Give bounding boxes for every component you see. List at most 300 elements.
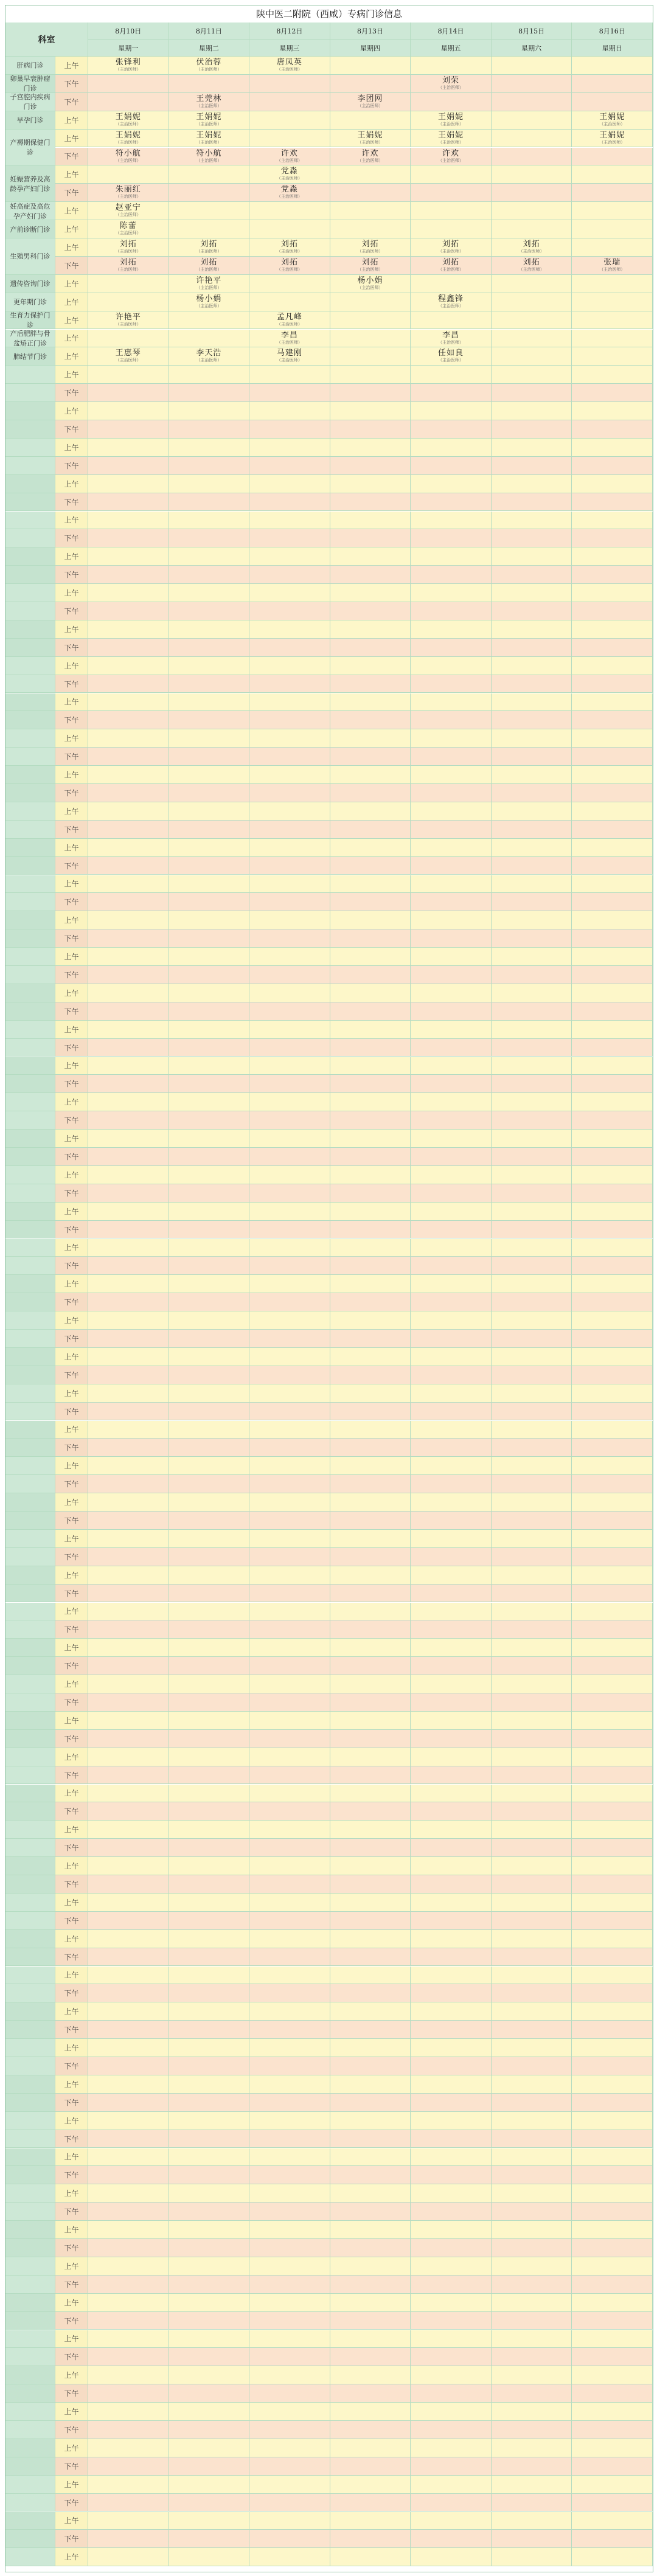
doctor-entry[interactable]: [411, 349, 491, 363]
schedule-slot: [411, 2239, 492, 2257]
schedule-slot: [572, 1421, 653, 1439]
schedule-slot: [169, 1585, 250, 1603]
slot-label: 下午: [55, 1111, 88, 1130]
slot-label: 上午: [55, 130, 88, 148]
schedule-slot: [492, 57, 572, 75]
schedule-slot[interactable]: [249, 347, 330, 366]
schedule-slot: [330, 2184, 411, 2203]
schedule-slot[interactable]: [330, 93, 411, 111]
doctor-entry[interactable]: [249, 259, 330, 272]
doctor-name: 刘拓: [523, 240, 540, 249]
schedule-slot[interactable]: [330, 148, 411, 166]
schedule-slot: [169, 784, 250, 802]
schedule-slot: [411, 1875, 492, 1894]
doctor-name: 党淼: [280, 167, 298, 176]
schedule-slot: [411, 1148, 492, 1166]
doctor-name: 刘拓: [119, 257, 137, 267]
doctor-name: 杨小娟: [196, 294, 222, 304]
doctor-entry[interactable]: [169, 58, 249, 72]
schedule-slot: [411, 2184, 492, 2203]
schedule-slot: [169, 2384, 250, 2403]
slot-label: 下午: [55, 711, 88, 729]
doctor-entry[interactable]: [88, 313, 169, 327]
doctor-entry[interactable]: [572, 259, 652, 272]
schedule-slot: [249, 711, 330, 729]
schedule-slot: [572, 802, 653, 821]
schedule-slot[interactable]: [169, 275, 250, 293]
doctor-name: 刘拓: [361, 257, 379, 267]
schedule-slot: [249, 1712, 330, 1730]
schedule-slot: [572, 1512, 653, 1530]
doctor-name: 王娟妮: [115, 112, 141, 122]
schedule-slot[interactable]: [572, 111, 653, 130]
doctor-name: 许艳平: [196, 276, 222, 285]
slot-label: 下午: [55, 184, 88, 202]
schedule-slot: [169, 2439, 250, 2457]
schedule-slot: [492, 202, 572, 220]
doctor-entry[interactable]: [492, 240, 572, 254]
schedule-slot[interactable]: [330, 238, 411, 257]
doctor-name: 刘拓: [523, 257, 540, 267]
slot-label: 下午: [55, 675, 88, 693]
doctor-entry[interactable]: [330, 277, 411, 290]
schedule-slot[interactable]: [411, 330, 492, 348]
doctor-entry[interactable]: [88, 222, 169, 235]
doctor-entry[interactable]: [411, 77, 491, 90]
doctor-entry[interactable]: [330, 150, 411, 163]
schedule-slot[interactable]: [249, 165, 330, 184]
schedule-slot: [411, 1548, 492, 1566]
schedule-slot: [330, 2039, 411, 2057]
schedule-slot: [169, 2221, 250, 2239]
slot-label: 下午: [55, 2166, 88, 2184]
schedule-slot: [330, 766, 411, 784]
slot-label: 上午: [55, 2112, 88, 2130]
schedule-slot[interactable]: [88, 311, 169, 330]
schedule-slot: [572, 1657, 653, 1675]
schedule-slot[interactable]: [169, 57, 250, 75]
dept-name: [5, 2221, 55, 2239]
doctor-name: 刘拓: [442, 240, 460, 249]
schedule-slot: [88, 275, 169, 293]
schedule-slot: [492, 1421, 572, 1439]
schedule-slot: [169, 2457, 250, 2476]
slot-label: 上午: [55, 875, 88, 894]
schedule-slot: [249, 1839, 330, 1857]
schedule-slot[interactable]: [88, 347, 169, 366]
slot-label: 上午: [55, 220, 88, 238]
schedule-slot: [411, 457, 492, 475]
doctor-title: （主治医师）: [115, 266, 141, 272]
doctor-entry[interactable]: [249, 240, 330, 254]
slot-label: 上午: [55, 2002, 88, 2021]
schedule-slot[interactable]: [249, 311, 330, 330]
schedule-slot: [330, 2276, 411, 2294]
slot-label: 下午: [55, 75, 88, 93]
schedule-slot: [411, 1967, 492, 1985]
schedule-slot: [411, 1821, 492, 1839]
schedule-slot: [169, 220, 250, 238]
header-date: 8月10日: [88, 23, 169, 40]
schedule-slot[interactable]: [411, 148, 492, 166]
schedule-slot: [492, 475, 572, 493]
schedule-slot: [492, 1075, 572, 1093]
schedule-slot: [492, 1330, 572, 1348]
schedule-slot: [249, 1057, 330, 1075]
doctor-entry[interactable]: [169, 295, 249, 308]
dept-name: [5, 1948, 55, 1967]
slot-label: 上午: [55, 2221, 88, 2239]
schedule-slot: [249, 802, 330, 821]
schedule-slot[interactable]: [88, 220, 169, 238]
schedule-slot: [249, 1403, 330, 1421]
dept-name: [5, 475, 55, 493]
schedule-slot: [249, 402, 330, 420]
schedule-slot: [249, 111, 330, 130]
doctor-name: 张锋利: [115, 58, 141, 67]
doctor-entry[interactable]: [169, 95, 249, 108]
schedule-slot[interactable]: [169, 238, 250, 257]
dept-name: [5, 857, 55, 875]
slot-label: 上午: [55, 1421, 88, 1439]
doctor-entry[interactable]: [249, 313, 330, 327]
schedule-slot: [88, 2421, 169, 2439]
schedule-slot[interactable]: [88, 202, 169, 220]
schedule-slot: [330, 675, 411, 693]
doctor-entry[interactable]: [249, 186, 330, 199]
schedule-slot: [492, 1802, 572, 1821]
schedule-slot: [492, 2348, 572, 2366]
schedule-slot: [492, 784, 572, 802]
header-dept: 科室: [5, 23, 88, 57]
schedule-slot[interactable]: [169, 257, 250, 275]
schedule-slot[interactable]: [169, 111, 250, 130]
schedule-slot: [492, 1748, 572, 1766]
schedule-slot[interactable]: [411, 238, 492, 257]
dept-name: [5, 1203, 55, 1221]
schedule-slot: [492, 1348, 572, 1366]
schedule-slot: [411, 893, 492, 911]
schedule-slot: [492, 1912, 572, 1930]
schedule-slot: [88, 2130, 169, 2148]
schedule-slot: [88, 1566, 169, 1585]
slot-label: 上午: [55, 839, 88, 857]
doctor-entry[interactable]: [169, 259, 249, 272]
doctor-entry[interactable]: [330, 95, 411, 108]
schedule-slot: [411, 2257, 492, 2276]
schedule-slot: [249, 857, 330, 875]
schedule-slot: [249, 1802, 330, 1821]
schedule-slot: [492, 1712, 572, 1730]
schedule-slot: [249, 2384, 330, 2403]
schedule-slot: [492, 2276, 572, 2294]
schedule-slot: [411, 2221, 492, 2239]
schedule-slot: [330, 2366, 411, 2384]
schedule-slot: [411, 475, 492, 493]
schedule-slot[interactable]: [88, 111, 169, 130]
doctor-entry[interactable]: [411, 259, 491, 272]
schedule-slot[interactable]: [249, 257, 330, 275]
schedule-slot: [572, 1620, 653, 1639]
schedule-slot: [572, 2512, 653, 2530]
header-date: 8月14日: [411, 23, 492, 40]
schedule-slot: [249, 1930, 330, 1948]
schedule-slot: [330, 1512, 411, 1530]
doctor-entry[interactable]: [88, 131, 169, 145]
schedule-slot: [249, 1875, 330, 1894]
slot-label: 下午: [55, 2239, 88, 2257]
schedule-slot: [330, 821, 411, 839]
schedule-slot[interactable]: [249, 238, 330, 257]
schedule-slot[interactable]: [169, 347, 250, 366]
doctor-entry[interactable]: [330, 240, 411, 254]
schedule-slot: [411, 802, 492, 821]
schedule-slot: [88, 330, 169, 348]
schedule-slot: [492, 2257, 572, 2276]
schedule-slot: [330, 1639, 411, 1657]
schedule-slot: [330, 1475, 411, 1493]
schedule-slot: [169, 1657, 250, 1675]
schedule-slot[interactable]: [411, 75, 492, 93]
doctor-entry[interactable]: [492, 259, 572, 272]
schedule-slot: [411, 2130, 492, 2148]
schedule-slot[interactable]: [572, 130, 653, 148]
schedule-slot: [169, 1330, 250, 1348]
schedule-slot: [411, 1675, 492, 1693]
slot-label: 上午: [55, 57, 88, 75]
slot-label: 下午: [55, 2203, 88, 2221]
doctor-entry[interactable]: [88, 259, 169, 272]
schedule-slot: [88, 2384, 169, 2403]
dept-name: [5, 2512, 55, 2530]
schedule-slot: [492, 493, 572, 512]
schedule-slot: [330, 566, 411, 584]
schedule-slot: [169, 2166, 250, 2184]
slot-label: 下午: [55, 893, 88, 911]
schedule-slot: [492, 2530, 572, 2548]
schedule-slot[interactable]: [88, 148, 169, 166]
schedule-slot: [572, 1639, 653, 1657]
dept-name: [5, 1857, 55, 1875]
dept-name: [5, 2312, 55, 2330]
schedule-slot: [88, 784, 169, 802]
doctor-entry[interactable]: [88, 204, 169, 217]
doctor-entry[interactable]: [249, 332, 330, 345]
doctor-entry[interactable]: [411, 131, 491, 145]
schedule-slot: [249, 2057, 330, 2075]
doctor-entry[interactable]: [411, 113, 491, 127]
schedule-slot[interactable]: [330, 275, 411, 293]
dept-name: [5, 1693, 55, 1712]
schedule-slot[interactable]: [411, 111, 492, 130]
doctor-entry[interactable]: [88, 58, 169, 72]
doctor-entry[interactable]: [88, 150, 169, 163]
schedule-slot: [330, 1821, 411, 1839]
schedule-slot: [411, 275, 492, 293]
doctor-entry[interactable]: [169, 277, 249, 290]
header-weekday: 星期一: [88, 40, 169, 57]
dept-name: [5, 1620, 55, 1639]
schedule-slot[interactable]: [330, 130, 411, 148]
schedule-slot: [572, 330, 653, 348]
slot-label: 上午: [55, 693, 88, 712]
slot-label: 上午: [55, 2294, 88, 2312]
schedule-slot: [411, 639, 492, 657]
schedule-slot[interactable]: [411, 347, 492, 366]
doctor-entry[interactable]: [249, 167, 330, 181]
schedule-slot: [88, 2439, 169, 2457]
schedule-slot: [88, 911, 169, 929]
schedule-slot[interactable]: [169, 93, 250, 111]
schedule-slot: [249, 2530, 330, 2548]
schedule-slot: [88, 1439, 169, 1457]
schedule-slot: [330, 2439, 411, 2457]
doctor-entry[interactable]: [249, 58, 330, 72]
schedule-slot[interactable]: [169, 293, 250, 311]
doctor-entry[interactable]: [411, 240, 491, 254]
doctor-name: 王娟妮: [196, 112, 222, 122]
schedule-slot: [572, 2221, 653, 2239]
schedule-slot: [572, 948, 653, 966]
schedule-slot[interactable]: [330, 257, 411, 275]
doctor-entry[interactable]: [572, 131, 652, 145]
doctor-entry[interactable]: [249, 349, 330, 363]
doctor-entry[interactable]: [88, 186, 169, 199]
doctor-entry[interactable]: [88, 349, 169, 363]
dept-name: [5, 457, 55, 475]
schedule-slot: [249, 1257, 330, 1275]
schedule-slot: [330, 729, 411, 748]
slot-label: 上午: [55, 729, 88, 748]
schedule-slot[interactable]: [169, 130, 250, 148]
schedule-slot[interactable]: [492, 238, 572, 257]
doctor-title: （主治医师）: [357, 103, 383, 108]
schedule-slot[interactable]: [411, 257, 492, 275]
schedule-slot[interactable]: [88, 130, 169, 148]
doctor-entry[interactable]: [330, 131, 411, 145]
doctor-name: 李天浩: [196, 349, 222, 358]
doctor-entry[interactable]: [411, 150, 491, 163]
schedule-slot: [169, 857, 250, 875]
schedule-slot: [88, 439, 169, 457]
schedule-slot: [249, 839, 330, 857]
schedule-slot: [492, 657, 572, 675]
dept-name: 早孕门诊: [5, 111, 55, 130]
slot-label: 下午: [55, 384, 88, 402]
schedule-slot: [411, 1021, 492, 1039]
doctor-entry[interactable]: [330, 259, 411, 272]
schedule-slot[interactable]: [249, 148, 330, 166]
doctor-entry[interactable]: [169, 240, 249, 254]
schedule-slot: [411, 1384, 492, 1403]
schedule-slot: [169, 2257, 250, 2276]
schedule-slot: [88, 711, 169, 729]
slot-label: 下午: [55, 2457, 88, 2476]
schedule-slot: [411, 1275, 492, 1293]
schedule-slot: [249, 2330, 330, 2349]
schedule-slot: [330, 2094, 411, 2112]
doctor-entry[interactable]: [169, 150, 249, 163]
doctor-entry[interactable]: [169, 113, 249, 127]
schedule-slot: [249, 821, 330, 839]
schedule-slot: [572, 1257, 653, 1275]
schedule-slot[interactable]: [88, 238, 169, 257]
doctor-entry[interactable]: [249, 150, 330, 163]
schedule-slot: [330, 1730, 411, 1748]
schedule-slot: [492, 566, 572, 584]
schedule-slot[interactable]: [411, 293, 492, 311]
schedule-slot[interactable]: [492, 257, 572, 275]
doctor-entry[interactable]: [411, 332, 491, 345]
schedule-slot: [249, 2166, 330, 2184]
schedule-slot: [169, 1857, 250, 1875]
schedule-slot: [249, 784, 330, 802]
doctor-title: （主治医师）: [357, 158, 383, 163]
doctor-title: （主治医师）: [196, 103, 222, 108]
schedule-slot[interactable]: [88, 57, 169, 75]
schedule-slot: [330, 2312, 411, 2330]
dept-name: [5, 1984, 55, 2002]
schedule-slot: [492, 2166, 572, 2184]
schedule-slot: [249, 1421, 330, 1439]
schedule-slot: [492, 675, 572, 693]
schedule-slot: [492, 2294, 572, 2312]
slot-label: 上午: [55, 657, 88, 675]
schedule-slot: [572, 57, 653, 75]
doctor-entry[interactable]: [169, 349, 249, 363]
slot-label: 上午: [55, 2330, 88, 2349]
schedule-slot: [492, 1730, 572, 1748]
schedule-slot: [572, 2257, 653, 2276]
schedule-slot[interactable]: [88, 184, 169, 202]
dept-name: [5, 1021, 55, 1039]
schedule-slot: [169, 1130, 250, 1148]
slot-label: 上午: [55, 1712, 88, 1730]
slot-label: 下午: [55, 1948, 88, 1967]
schedule-slot[interactable]: [249, 330, 330, 348]
schedule-slot: [249, 439, 330, 457]
schedule-slot[interactable]: [88, 257, 169, 275]
doctor-entry[interactable]: [411, 295, 491, 308]
schedule-slot: [492, 2384, 572, 2403]
doctor-entry[interactable]: [88, 240, 169, 254]
schedule-slot[interactable]: [169, 148, 250, 166]
schedule-slot: [492, 402, 572, 420]
schedule-slot: [411, 1002, 492, 1021]
slot-label: 下午: [55, 1330, 88, 1348]
dept-name: [5, 2075, 55, 2094]
schedule-slot: [249, 1366, 330, 1384]
schedule-slot: [88, 512, 169, 530]
schedule-slot[interactable]: [411, 130, 492, 148]
slot-label: 下午: [55, 1439, 88, 1457]
doctor-name: 党淼: [280, 185, 298, 195]
schedule-slot[interactable]: [249, 184, 330, 202]
dept-name: [5, 748, 55, 766]
schedule-slot: [249, 2257, 330, 2276]
doctor-entry[interactable]: [169, 131, 249, 145]
schedule-slot: [249, 1675, 330, 1693]
schedule-slot: [492, 2239, 572, 2257]
schedule-slot: [249, 202, 330, 220]
doctor-title: （主治医师）: [115, 249, 141, 254]
schedule-slot[interactable]: [572, 257, 653, 275]
doctor-entry[interactable]: [88, 113, 169, 127]
doctor-entry[interactable]: [572, 113, 652, 127]
schedule-slot: [330, 75, 411, 93]
schedule-slot[interactable]: [249, 57, 330, 75]
schedule-slot: [169, 675, 250, 693]
